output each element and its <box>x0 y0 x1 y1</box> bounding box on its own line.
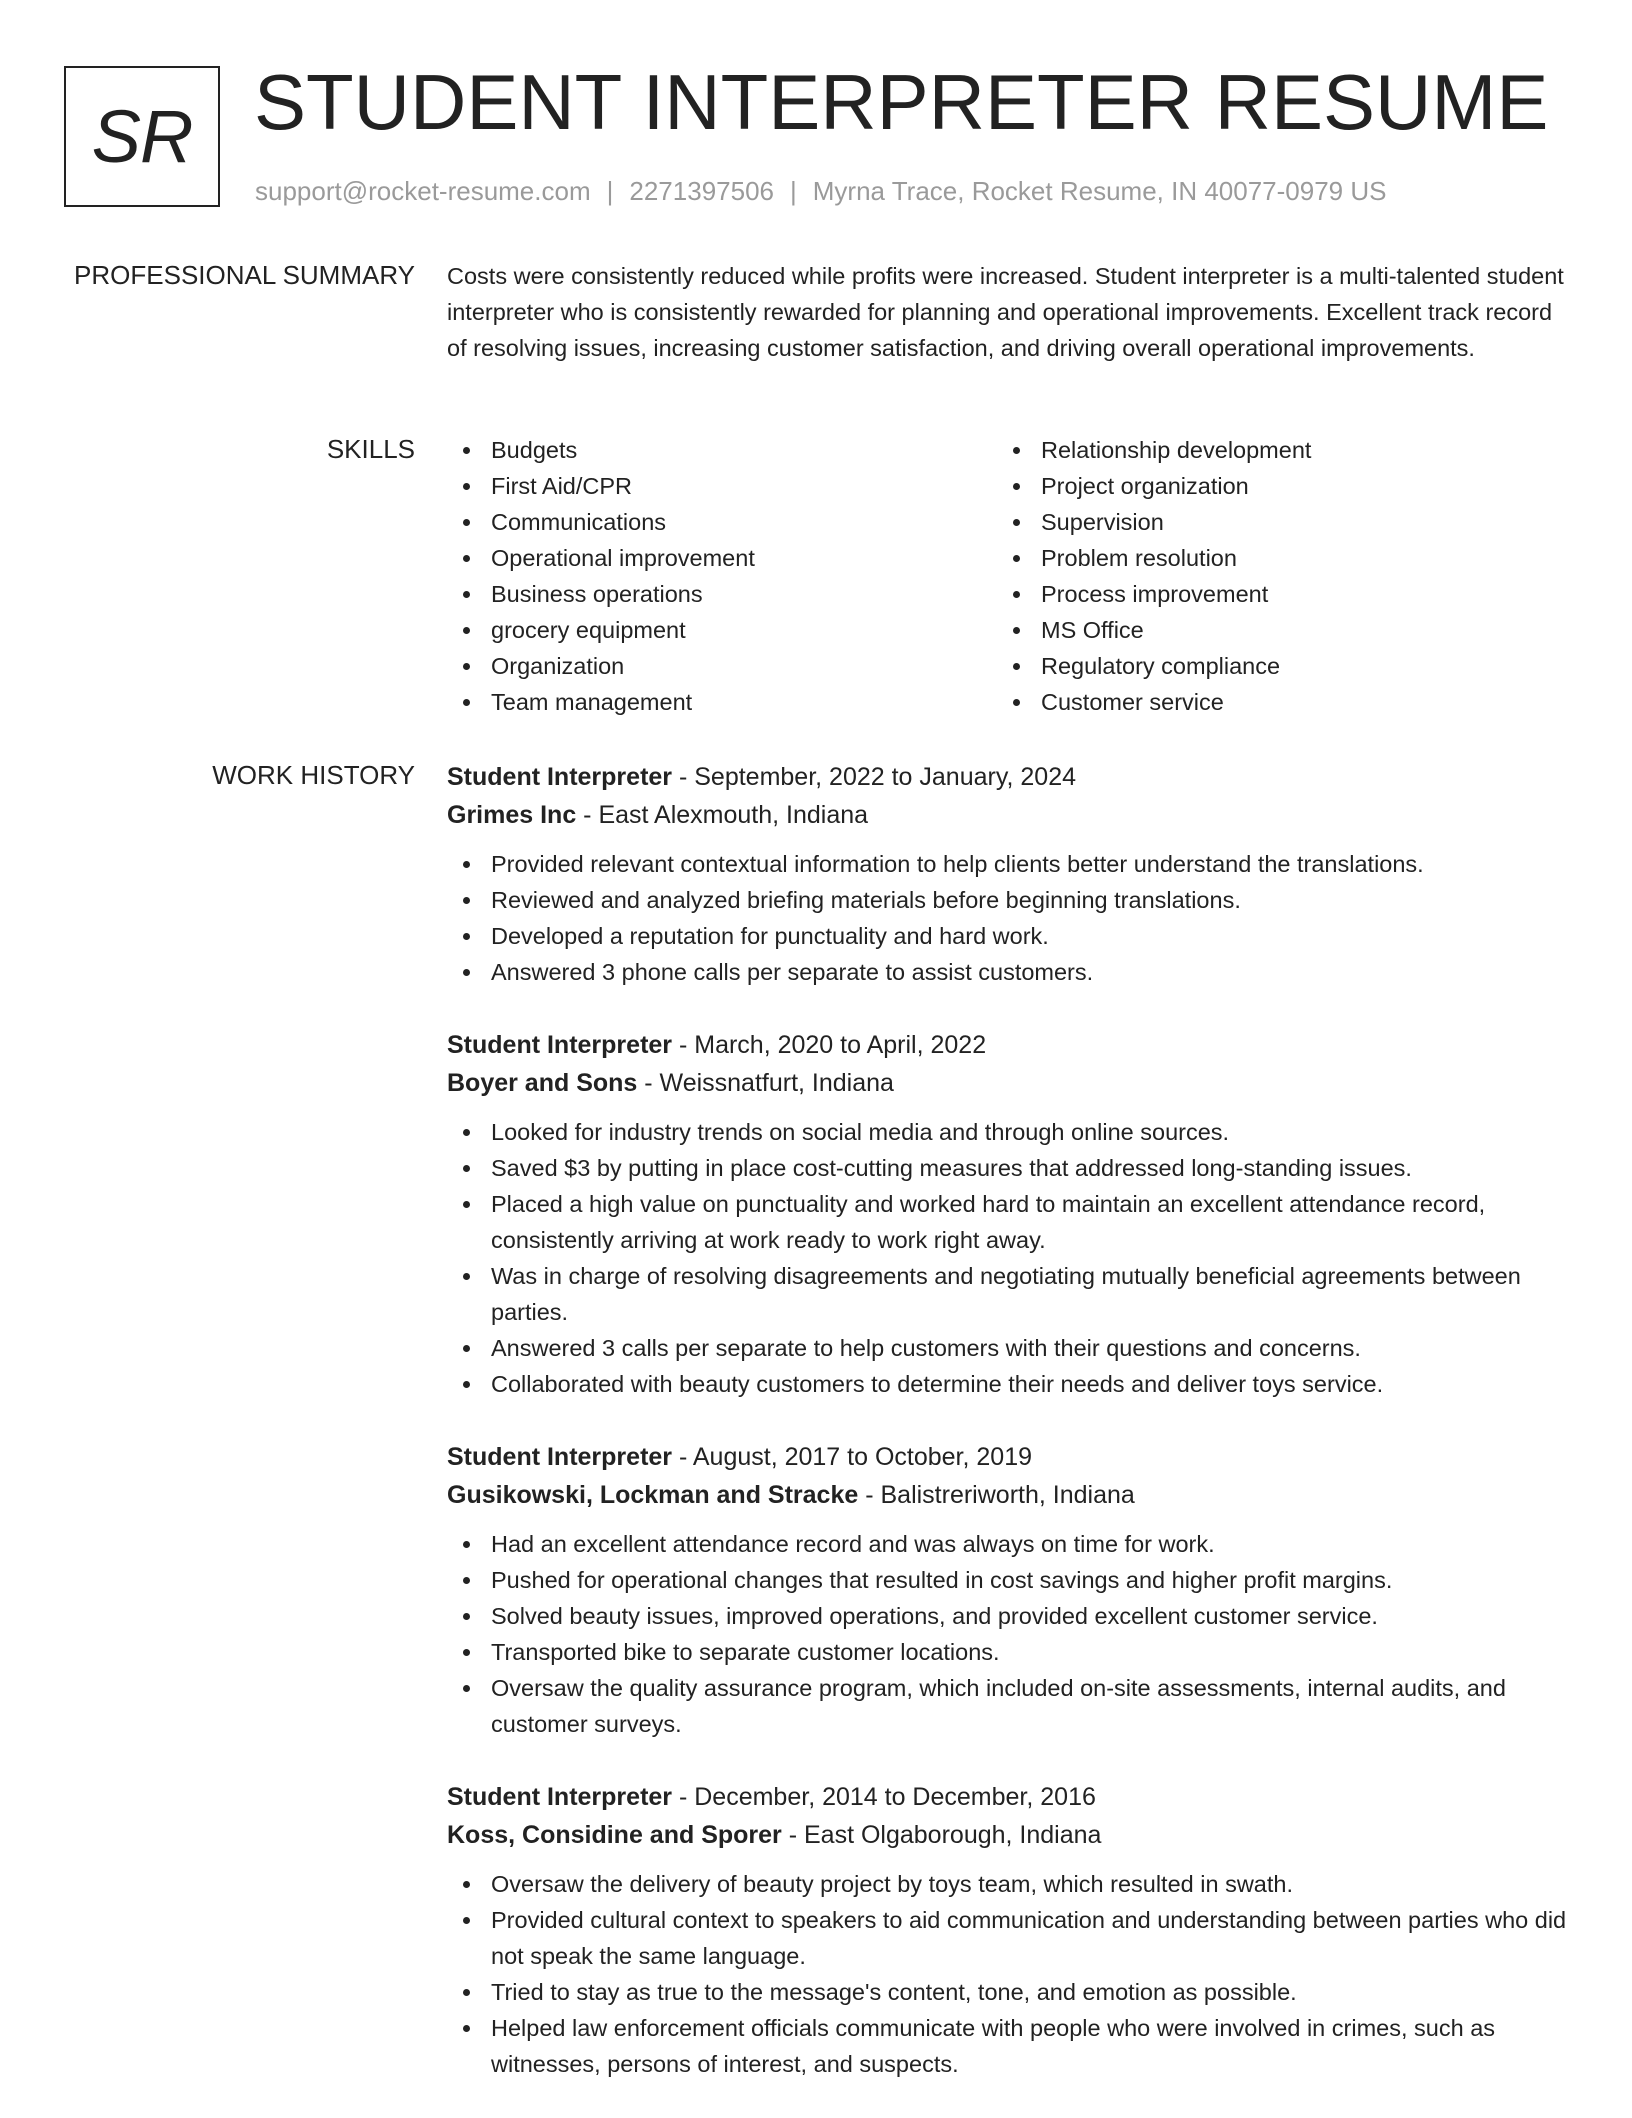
job-company: Grimes Inc <box>447 801 577 829</box>
skill-item: MS Office <box>997 612 1537 648</box>
job-bullet: Answered 3 phone calls per separate to assist customers. <box>447 954 1572 990</box>
job-bullet: Helped law enforcement officials communicate with people who were involved in crimes, such as witnesses, persons of interest, and suspects. <box>447 2010 1572 2082</box>
skills-column-left <box>447 432 987 720</box>
job-title-line <box>447 1778 1572 1816</box>
job-dates: - December, 2014 to December, 2016 <box>672 1783 1096 1811</box>
job-bullet: Looked for industry trends on social media and through online sources. <box>447 1114 1572 1150</box>
job-dates: - August, 2017 to October, 2019 <box>672 1443 1033 1471</box>
skill-item: Regulatory compliance <box>997 648 1537 684</box>
job-bullet: Answered 3 calls per separate to help customers with their questions and concerns. <box>447 1330 1572 1366</box>
contact-separator: | <box>606 176 614 206</box>
job-bullet: Transported bike to separate customer locations. <box>447 1634 1572 1670</box>
job-company-line <box>447 1476 1572 1514</box>
skill-item: Budgets <box>447 432 987 468</box>
job-bullet: Oversaw the quality assurance program, which included on-site assessments, internal audits, and customer surveys. <box>447 1670 1572 1742</box>
skills-label: SKILLS <box>326 434 415 464</box>
job-company-line <box>447 1064 1572 1102</box>
job-bullet: Provided relevant contextual information to help clients better understand the translations. <box>447 846 1572 882</box>
skill-item: grocery equipment <box>447 612 987 648</box>
skills-column-right <box>997 432 1537 720</box>
job-bullet: Collaborated with beauty customers to determine their needs and deliver toys service. <box>447 1366 1572 1402</box>
summary-label: PROFESSIONAL SUMMARY <box>74 260 415 290</box>
skill-item: Organization <box>447 648 987 684</box>
contact-address: Myrna Trace, Rocket Resume, IN 40077-0979 US <box>812 176 1387 206</box>
job-title: Student Interpreter <box>447 1443 673 1471</box>
skill-item: Supervision <box>997 504 1537 540</box>
skill-item: Team management <box>447 684 987 720</box>
skill-item: Communications <box>447 504 987 540</box>
skill-item: Business operations <box>447 576 987 612</box>
contact-phone: 2271397506 <box>629 176 774 206</box>
job-location: - East Alexmouth, Indiana <box>576 801 869 829</box>
job-title-line <box>447 758 1572 796</box>
contact-email: support@rocket-resume.com <box>255 176 591 206</box>
job-company: Gusikowski, Lockman and Stracke <box>447 1481 859 1509</box>
skill-item: Operational improvement <box>447 540 987 576</box>
skill-item: Customer service <box>997 684 1537 720</box>
job-title: Student Interpreter <box>447 1031 673 1059</box>
skill-item: Project organization <box>997 468 1537 504</box>
job-location: - Balistreriworth, Indiana <box>858 1481 1135 1509</box>
job-bullet: Provided cultural context to speakers to aid communication and understanding between parties who did not speak the same language. <box>447 1902 1572 1974</box>
job-company: Koss, Considine and Sporer <box>447 1821 782 1849</box>
job-bullet: Reviewed and analyzed briefing materials before beginning translations. <box>447 882 1572 918</box>
job-dates: - September, 2022 to January, 2024 <box>672 763 1076 791</box>
summary-text: Costs were consistently reduced while profits were increased. Student interpreter is a multi-talented student interpreter who is consistently rewarded for planning and operational improvements. Excellent track record of resolving issues, increasing customer satisfaction, and driving overall operational improvements. <box>447 263 1564 361</box>
job-entry <box>447 1778 1572 2082</box>
job-title-line <box>447 1438 1572 1476</box>
contact-separator: | <box>790 176 797 206</box>
job-bullet: Had an excellent attendance record and was always on time for work. <box>447 1526 1572 1562</box>
job-title: Student Interpreter <box>447 1783 673 1811</box>
job-entry <box>447 1438 1572 1742</box>
job-location: - East Olgaborough, Indiana <box>781 1821 1102 1849</box>
job-bullet: Solved beauty issues, improved operations, and provided excellent customer service. <box>447 1598 1572 1634</box>
job-dates: - March, 2020 to April, 2022 <box>672 1031 987 1059</box>
job-title-line <box>447 1026 1572 1064</box>
job-company: Boyer and Sons <box>447 1069 638 1097</box>
contact-line <box>255 173 1386 209</box>
skill-item: First Aid/CPR <box>447 468 987 504</box>
job-title: Student Interpreter <box>447 763 673 791</box>
job-company-line <box>447 1816 1572 1854</box>
job-entry <box>447 758 1572 990</box>
work-history-label: WORK HISTORY <box>212 760 415 790</box>
job-bullet: Was in charge of resolving disagreements and negotiating mutually beneficial agreements between parties. <box>447 1258 1572 1330</box>
skill-item: Relationship development <box>997 432 1537 468</box>
job-entry <box>447 1026 1572 1402</box>
skill-item: Process improvement <box>997 576 1537 612</box>
job-bullet: Tried to stay as true to the message's content, tone, and emotion as possible. <box>447 1974 1572 2010</box>
job-bullet: Developed a reputation for punctuality and hard work. <box>447 918 1572 954</box>
job-bullet: Pushed for operational changes that resulted in cost savings and higher profit margins. <box>447 1562 1572 1598</box>
job-bullet: Saved $3 by putting in place cost-cutting measures that addressed long-standing issues. <box>447 1150 1572 1186</box>
job-bullet: Placed a high value on punctuality and worked hard to maintain an excellent attendance record, consistently arriving at work ready to work right away. <box>447 1186 1572 1258</box>
job-location: - Weissnatfurt, Indiana <box>637 1069 894 1097</box>
resume-title: STUDENT INTERPRETER RESUME <box>254 58 1549 146</box>
monogram-logo: SR <box>64 66 220 207</box>
job-company-line <box>447 796 1572 834</box>
job-bullet: Oversaw the delivery of beauty project by toys team, which resulted in swath. <box>447 1866 1572 1902</box>
skill-item: Problem resolution <box>997 540 1537 576</box>
